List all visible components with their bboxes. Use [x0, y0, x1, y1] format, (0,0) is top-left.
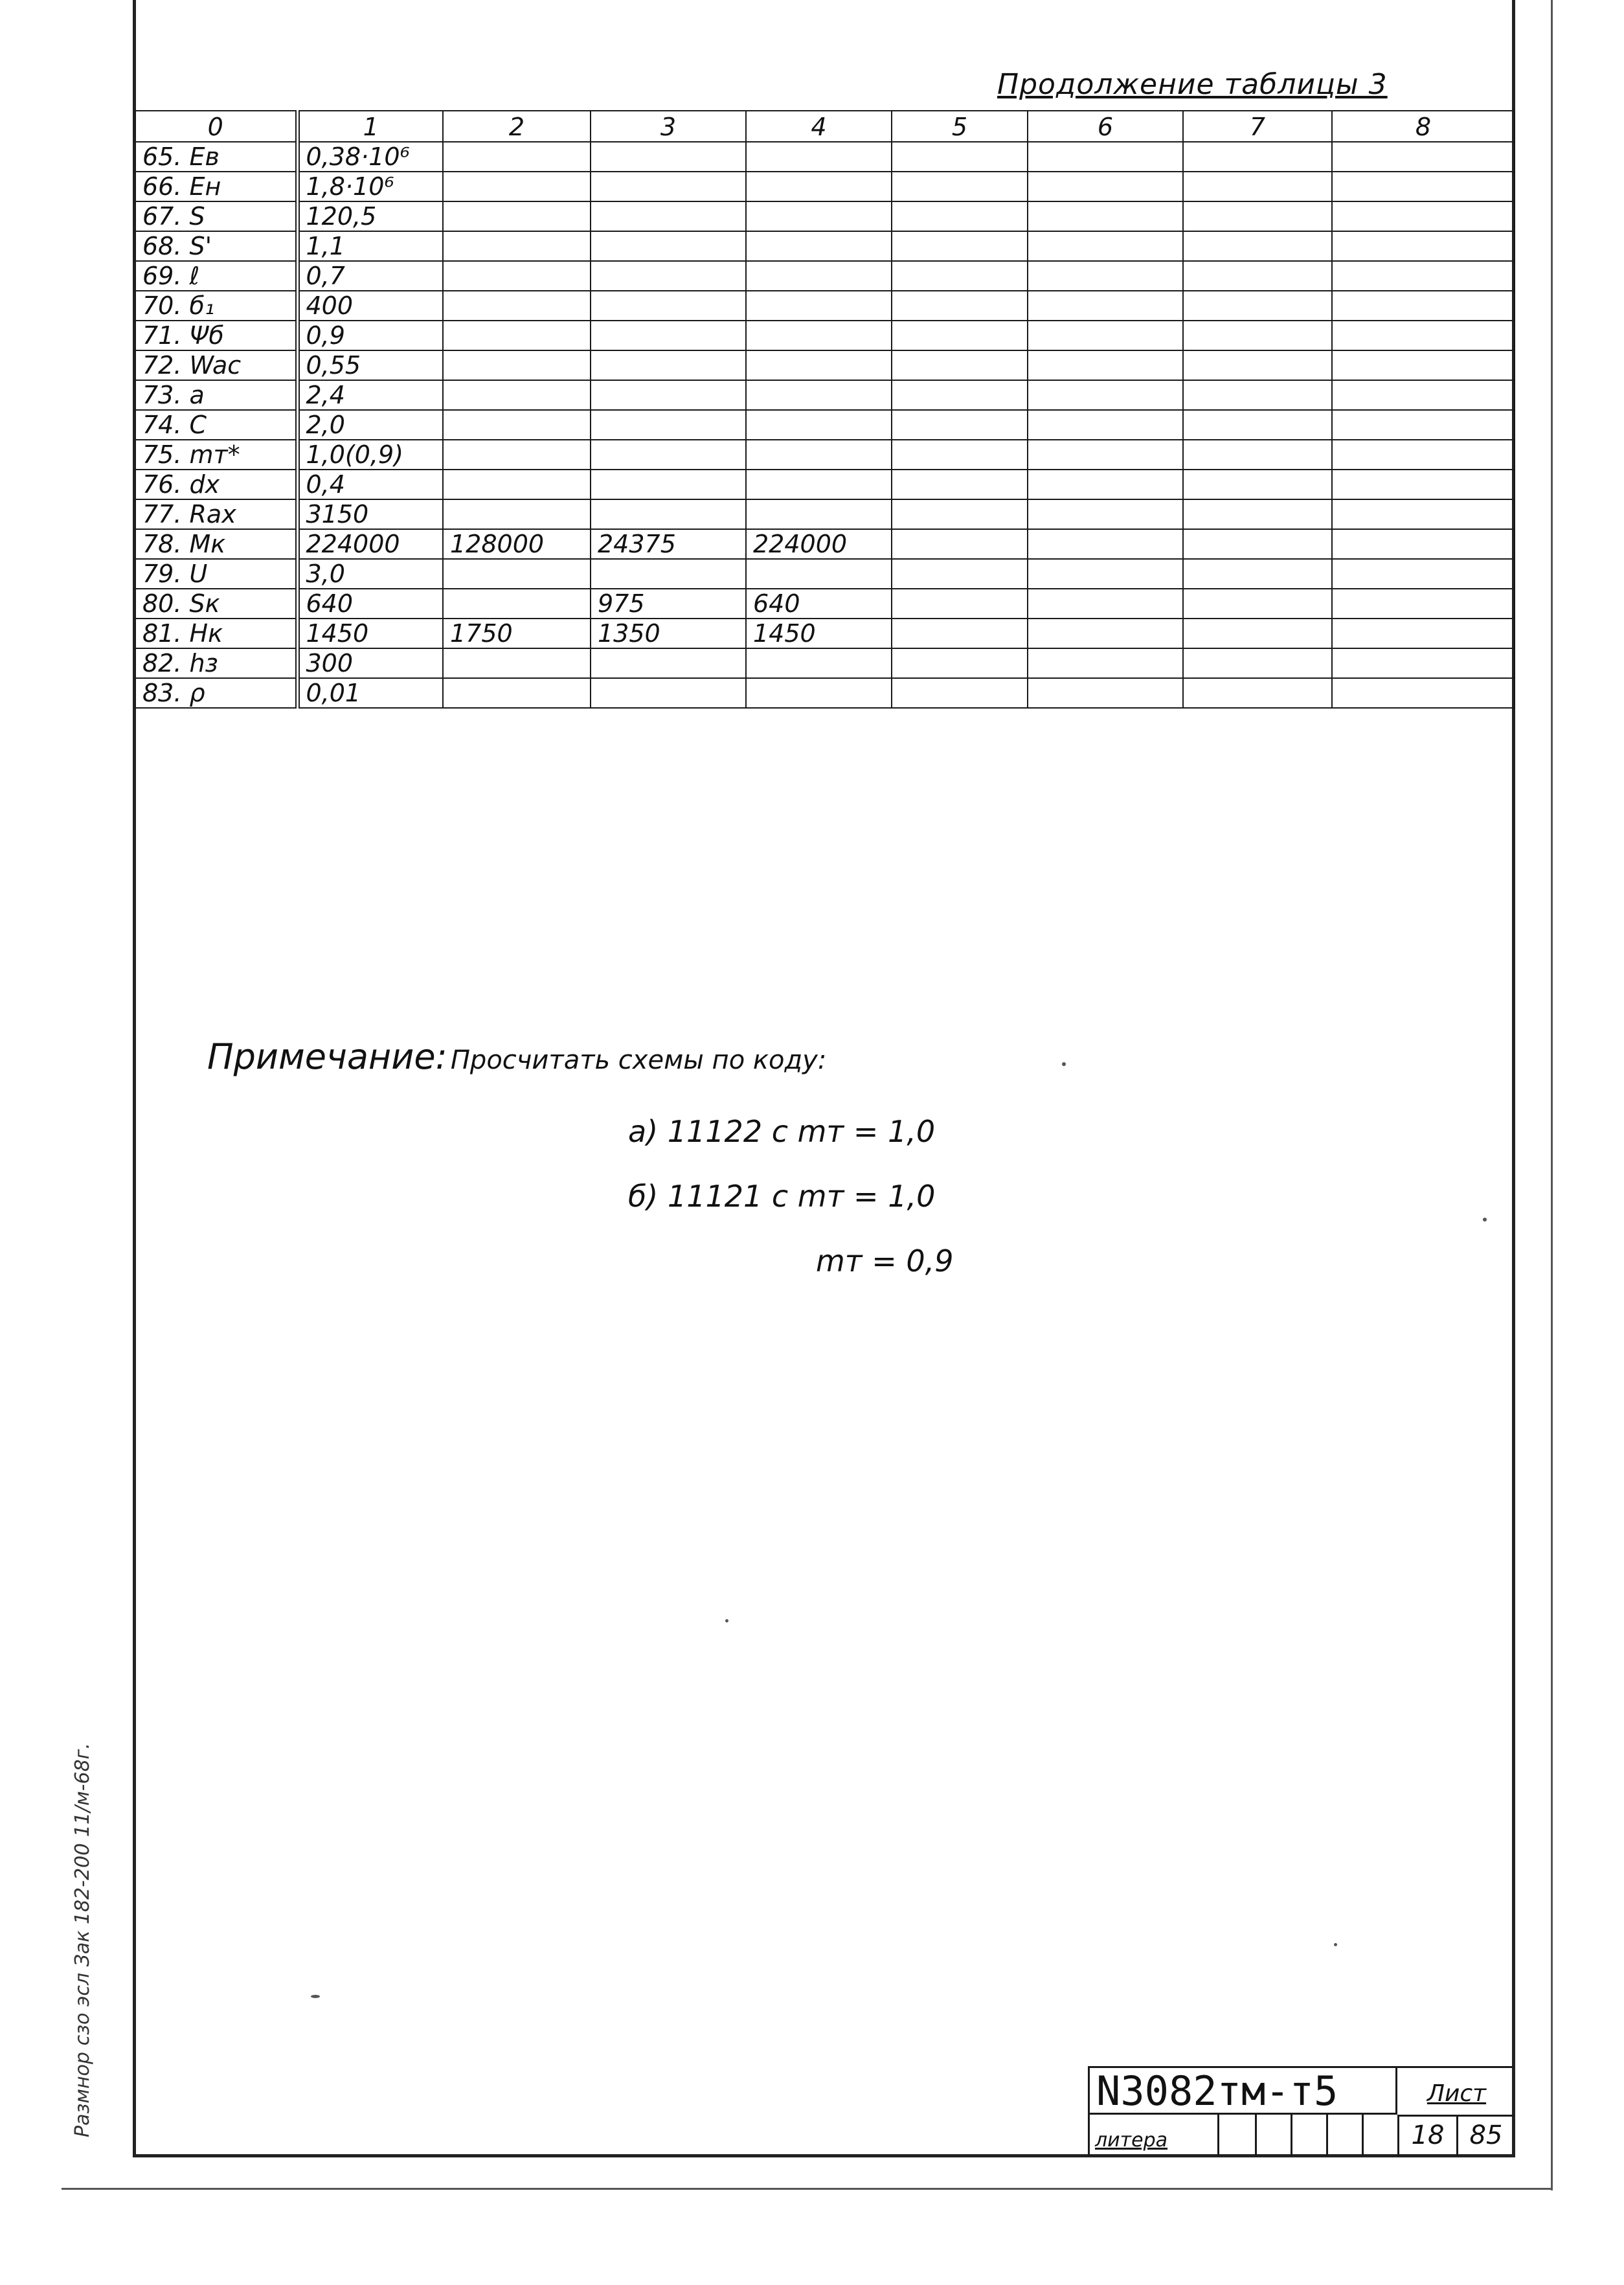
- column-header: 1: [297, 111, 443, 142]
- parameter-name-cell: 79. U: [135, 559, 297, 589]
- table-row: [135, 589, 1515, 619]
- table-row: [135, 142, 1515, 172]
- value-cell: [1028, 172, 1183, 201]
- value-cell: [1028, 142, 1183, 172]
- parameter-name-cell: 73. a: [135, 380, 297, 410]
- value-cell: [1332, 559, 1515, 589]
- litera-cell: [1292, 2115, 1328, 2156]
- sheet-label: Лист: [1399, 2068, 1514, 2117]
- value-cell: 224000: [297, 529, 443, 559]
- value-cell: [1332, 172, 1515, 201]
- value-cell: [1183, 142, 1332, 172]
- litera-cell: [1328, 2115, 1364, 2156]
- continuation-title: Продолжение таблицы 3: [997, 68, 1388, 101]
- value-cell: [1183, 619, 1332, 648]
- value-cell: [892, 321, 1028, 350]
- value-cell: [1332, 380, 1515, 410]
- value-cell: [892, 470, 1028, 499]
- column-header: 8: [1332, 111, 1515, 142]
- parameter-table: [135, 110, 1515, 709]
- table-header-row: [135, 111, 1515, 142]
- value-cell: [591, 470, 746, 499]
- value-cell: [746, 321, 892, 350]
- title-block: [1088, 2066, 1514, 2156]
- value-cell: [892, 291, 1028, 321]
- value-cell: [1183, 589, 1332, 619]
- value-cell: [1028, 589, 1183, 619]
- scan-speck: [1062, 1062, 1066, 1066]
- value-cell: [1028, 499, 1183, 529]
- value-cell: [1028, 410, 1183, 440]
- value-cell: 640: [746, 589, 892, 619]
- value-cell: [892, 529, 1028, 559]
- table-row: [135, 529, 1515, 559]
- parameter-name-cell: 83. ρ: [135, 678, 297, 708]
- value-cell: [591, 350, 746, 380]
- value-cell: 1,8·10⁶: [297, 172, 443, 201]
- value-cell: [1332, 529, 1515, 559]
- value-cell: [443, 499, 591, 529]
- column-header: 5: [892, 111, 1028, 142]
- value-cell: [443, 321, 591, 350]
- value-cell: [1028, 291, 1183, 321]
- value-cell: [1028, 648, 1183, 678]
- value-cell: [1028, 470, 1183, 499]
- table-row: [135, 380, 1515, 410]
- table-row: [135, 350, 1515, 380]
- value-cell: [892, 559, 1028, 589]
- value-cell: [443, 380, 591, 410]
- column-header: 2: [443, 111, 591, 142]
- value-cell: [591, 410, 746, 440]
- value-cell: [443, 261, 591, 291]
- value-cell: [443, 172, 591, 201]
- value-cell: [746, 172, 892, 201]
- value-cell: 3150: [297, 499, 443, 529]
- note: [207, 1036, 1114, 1075]
- table-row: [135, 619, 1515, 648]
- value-cell: [1332, 470, 1515, 499]
- value-cell: [1028, 380, 1183, 410]
- parameter-name-cell: 70. б₁: [135, 291, 297, 321]
- value-cell: [1183, 261, 1332, 291]
- value-cell: [1332, 291, 1515, 321]
- value-cell: [892, 380, 1028, 410]
- litera-cell: [1364, 2115, 1399, 2156]
- value-cell: [1028, 350, 1183, 380]
- value-cell: [1332, 142, 1515, 172]
- value-cell: [1028, 261, 1183, 291]
- value-cell: [591, 559, 746, 589]
- parameter-name-cell: 75. mт*: [135, 440, 297, 470]
- value-cell: [443, 440, 591, 470]
- value-cell: [1332, 231, 1515, 261]
- value-cell: [1332, 648, 1515, 678]
- value-cell: 120,5: [297, 201, 443, 231]
- litera-cell: [1221, 2115, 1257, 2156]
- note-text: Просчитать схемы по коду:: [450, 1045, 827, 1075]
- value-cell: [746, 350, 892, 380]
- value-cell: [591, 261, 746, 291]
- column-header: 7: [1183, 111, 1332, 142]
- column-header: 6: [1028, 111, 1183, 142]
- table-row: [135, 440, 1515, 470]
- value-cell: [892, 142, 1028, 172]
- table-row: [135, 559, 1515, 589]
- value-cell: [1332, 499, 1515, 529]
- table-row: [135, 291, 1515, 321]
- value-cell: [443, 231, 591, 261]
- value-cell: [591, 440, 746, 470]
- value-cell: 1450: [746, 619, 892, 648]
- value-cell: 0,4: [297, 470, 443, 499]
- value-cell: 1350: [591, 619, 746, 648]
- scan-speck: [1334, 1943, 1337, 1946]
- value-cell: [1028, 559, 1183, 589]
- value-cell: [892, 440, 1028, 470]
- margin-print-mark: [71, 1619, 110, 2137]
- value-cell: [443, 589, 591, 619]
- parameter-name-cell: 69. ℓ: [135, 261, 297, 291]
- value-cell: [591, 499, 746, 529]
- column-header: 0: [135, 111, 297, 142]
- parameter-name-cell: 72. Wac: [135, 350, 297, 380]
- parameter-name-cell: 68. S': [135, 231, 297, 261]
- value-cell: [1183, 440, 1332, 470]
- table-row: [135, 201, 1515, 231]
- value-cell: [1028, 231, 1183, 261]
- value-cell: 1,1: [297, 231, 443, 261]
- sheet-number: 18: [1399, 2115, 1458, 2156]
- value-cell: 0,01: [297, 678, 443, 708]
- table-row: [135, 678, 1515, 708]
- value-cell: [443, 470, 591, 499]
- value-cell: [1183, 172, 1332, 201]
- value-cell: [1183, 380, 1332, 410]
- value-cell: [1183, 291, 1332, 321]
- table-row: [135, 648, 1515, 678]
- value-cell: 2,4: [297, 380, 443, 410]
- parameter-name-cell: 74. C: [135, 410, 297, 440]
- value-cell: [1028, 529, 1183, 559]
- table-row: [135, 231, 1515, 261]
- value-cell: [892, 589, 1028, 619]
- value-cell: [443, 559, 591, 589]
- value-cell: [746, 261, 892, 291]
- value-cell: [1183, 648, 1332, 678]
- table-row: [135, 499, 1515, 529]
- scan-speck: [1483, 1218, 1487, 1222]
- value-cell: [1183, 231, 1332, 261]
- parameter-name-cell: 67. S: [135, 201, 297, 231]
- value-cell: [1183, 321, 1332, 350]
- value-cell: [892, 410, 1028, 440]
- litera-label: литера: [1090, 2115, 1219, 2156]
- value-cell: [1183, 350, 1332, 380]
- value-cell: [1028, 678, 1183, 708]
- value-cell: [1183, 410, 1332, 440]
- value-cell: 2,0: [297, 410, 443, 440]
- value-cell: [443, 648, 591, 678]
- value-cell: [591, 231, 746, 261]
- value-cell: [746, 142, 892, 172]
- value-cell: [1332, 201, 1515, 231]
- value-cell: [1332, 350, 1515, 380]
- value-cell: [1332, 410, 1515, 440]
- value-cell: 1750: [443, 619, 591, 648]
- table-row: [135, 321, 1515, 350]
- sheet-edge-bottom: [62, 2188, 1551, 2190]
- value-cell: 0,7: [297, 261, 443, 291]
- value-cell: [746, 678, 892, 708]
- value-cell: 3,0: [297, 559, 443, 589]
- litera-cell: [1257, 2115, 1292, 2156]
- parameter-name-cell: 66. Eн: [135, 172, 297, 201]
- value-cell: 224000: [746, 529, 892, 559]
- value-cell: [892, 201, 1028, 231]
- sheet-edge-right: [1551, 0, 1553, 2190]
- value-cell: [591, 291, 746, 321]
- value-cell: [1332, 619, 1515, 648]
- value-cell: [746, 291, 892, 321]
- value-cell: [746, 499, 892, 529]
- value-cell: [1183, 529, 1332, 559]
- value-cell: [443, 291, 591, 321]
- scan-speck: [311, 1995, 320, 1998]
- value-cell: [1183, 201, 1332, 231]
- parameter-name-cell: 80. Sк: [135, 589, 297, 619]
- value-cell: 1450: [297, 619, 443, 648]
- table-row: [135, 410, 1515, 440]
- value-cell: [443, 678, 591, 708]
- value-cell: [1183, 470, 1332, 499]
- value-cell: 0,9: [297, 321, 443, 350]
- value-cell: [591, 380, 746, 410]
- value-cell: [892, 619, 1028, 648]
- margin-print-mark-text: Размнор сзо эсл Зак 182-200 11/м-68г.: [71, 1743, 94, 2137]
- value-cell: [1332, 261, 1515, 291]
- value-cell: [892, 648, 1028, 678]
- value-cell: [1332, 589, 1515, 619]
- value-cell: [591, 201, 746, 231]
- value-cell: [1028, 321, 1183, 350]
- value-cell: [1028, 440, 1183, 470]
- value-cell: [591, 321, 746, 350]
- note-item-c: mт = 0,9: [816, 1244, 954, 1279]
- value-cell: [1028, 619, 1183, 648]
- note-item-b: б) 11121 с mт = 1,0: [628, 1179, 936, 1214]
- value-cell: [746, 231, 892, 261]
- value-cell: [591, 172, 746, 201]
- value-cell: [1332, 440, 1515, 470]
- table-row: [135, 172, 1515, 201]
- value-cell: [443, 350, 591, 380]
- parameter-name-cell: 78. Mк: [135, 529, 297, 559]
- scan-speck: [725, 1619, 728, 1622]
- value-cell: [892, 678, 1028, 708]
- value-cell: 0,38·10⁶: [297, 142, 443, 172]
- value-cell: 975: [591, 589, 746, 619]
- value-cell: 128000: [443, 529, 591, 559]
- table-row: [135, 470, 1515, 499]
- parameter-name-cell: 81. Hк: [135, 619, 297, 648]
- value-cell: [892, 499, 1028, 529]
- value-cell: 640: [297, 589, 443, 619]
- value-cell: [746, 648, 892, 678]
- value-cell: 24375: [591, 529, 746, 559]
- value-cell: [1332, 678, 1515, 708]
- value-cell: [892, 350, 1028, 380]
- note-item-a: а) 11122 с mт = 1,0: [628, 1114, 936, 1149]
- value-cell: 1,0(0,9): [297, 440, 443, 470]
- value-cell: [443, 410, 591, 440]
- parameter-name-cell: 82. hз: [135, 648, 297, 678]
- value-cell: [746, 410, 892, 440]
- value-cell: [443, 201, 591, 231]
- value-cell: [892, 231, 1028, 261]
- document-number: N3082тм-т5: [1090, 2068, 1397, 2115]
- value-cell: 400: [297, 291, 443, 321]
- value-cell: [591, 142, 746, 172]
- value-cell: [892, 172, 1028, 201]
- value-cell: [443, 142, 591, 172]
- value-cell: [746, 440, 892, 470]
- value-cell: [1332, 321, 1515, 350]
- table-row: [135, 261, 1515, 291]
- value-cell: [591, 678, 746, 708]
- parameter-name-cell: 71. Ψб: [135, 321, 297, 350]
- value-cell: [892, 261, 1028, 291]
- value-cell: [746, 380, 892, 410]
- value-cell: [746, 559, 892, 589]
- column-header: 3: [591, 111, 746, 142]
- value-cell: [746, 201, 892, 231]
- value-cell: 300: [297, 648, 443, 678]
- parameter-name-cell: 76. dx: [135, 470, 297, 499]
- value-cell: [1183, 499, 1332, 529]
- value-cell: [746, 470, 892, 499]
- value-cell: [591, 648, 746, 678]
- value-cell: [1183, 678, 1332, 708]
- value-cell: [1183, 559, 1332, 589]
- value-cell: 0,55: [297, 350, 443, 380]
- value-cell: [1028, 201, 1183, 231]
- column-header: 4: [746, 111, 892, 142]
- note-label: Примечание:: [207, 1036, 447, 1077]
- parameter-name-cell: 77. Rax: [135, 499, 297, 529]
- sheet-total: 85: [1469, 2120, 1503, 2150]
- parameter-name-cell: 65. Eв: [135, 142, 297, 172]
